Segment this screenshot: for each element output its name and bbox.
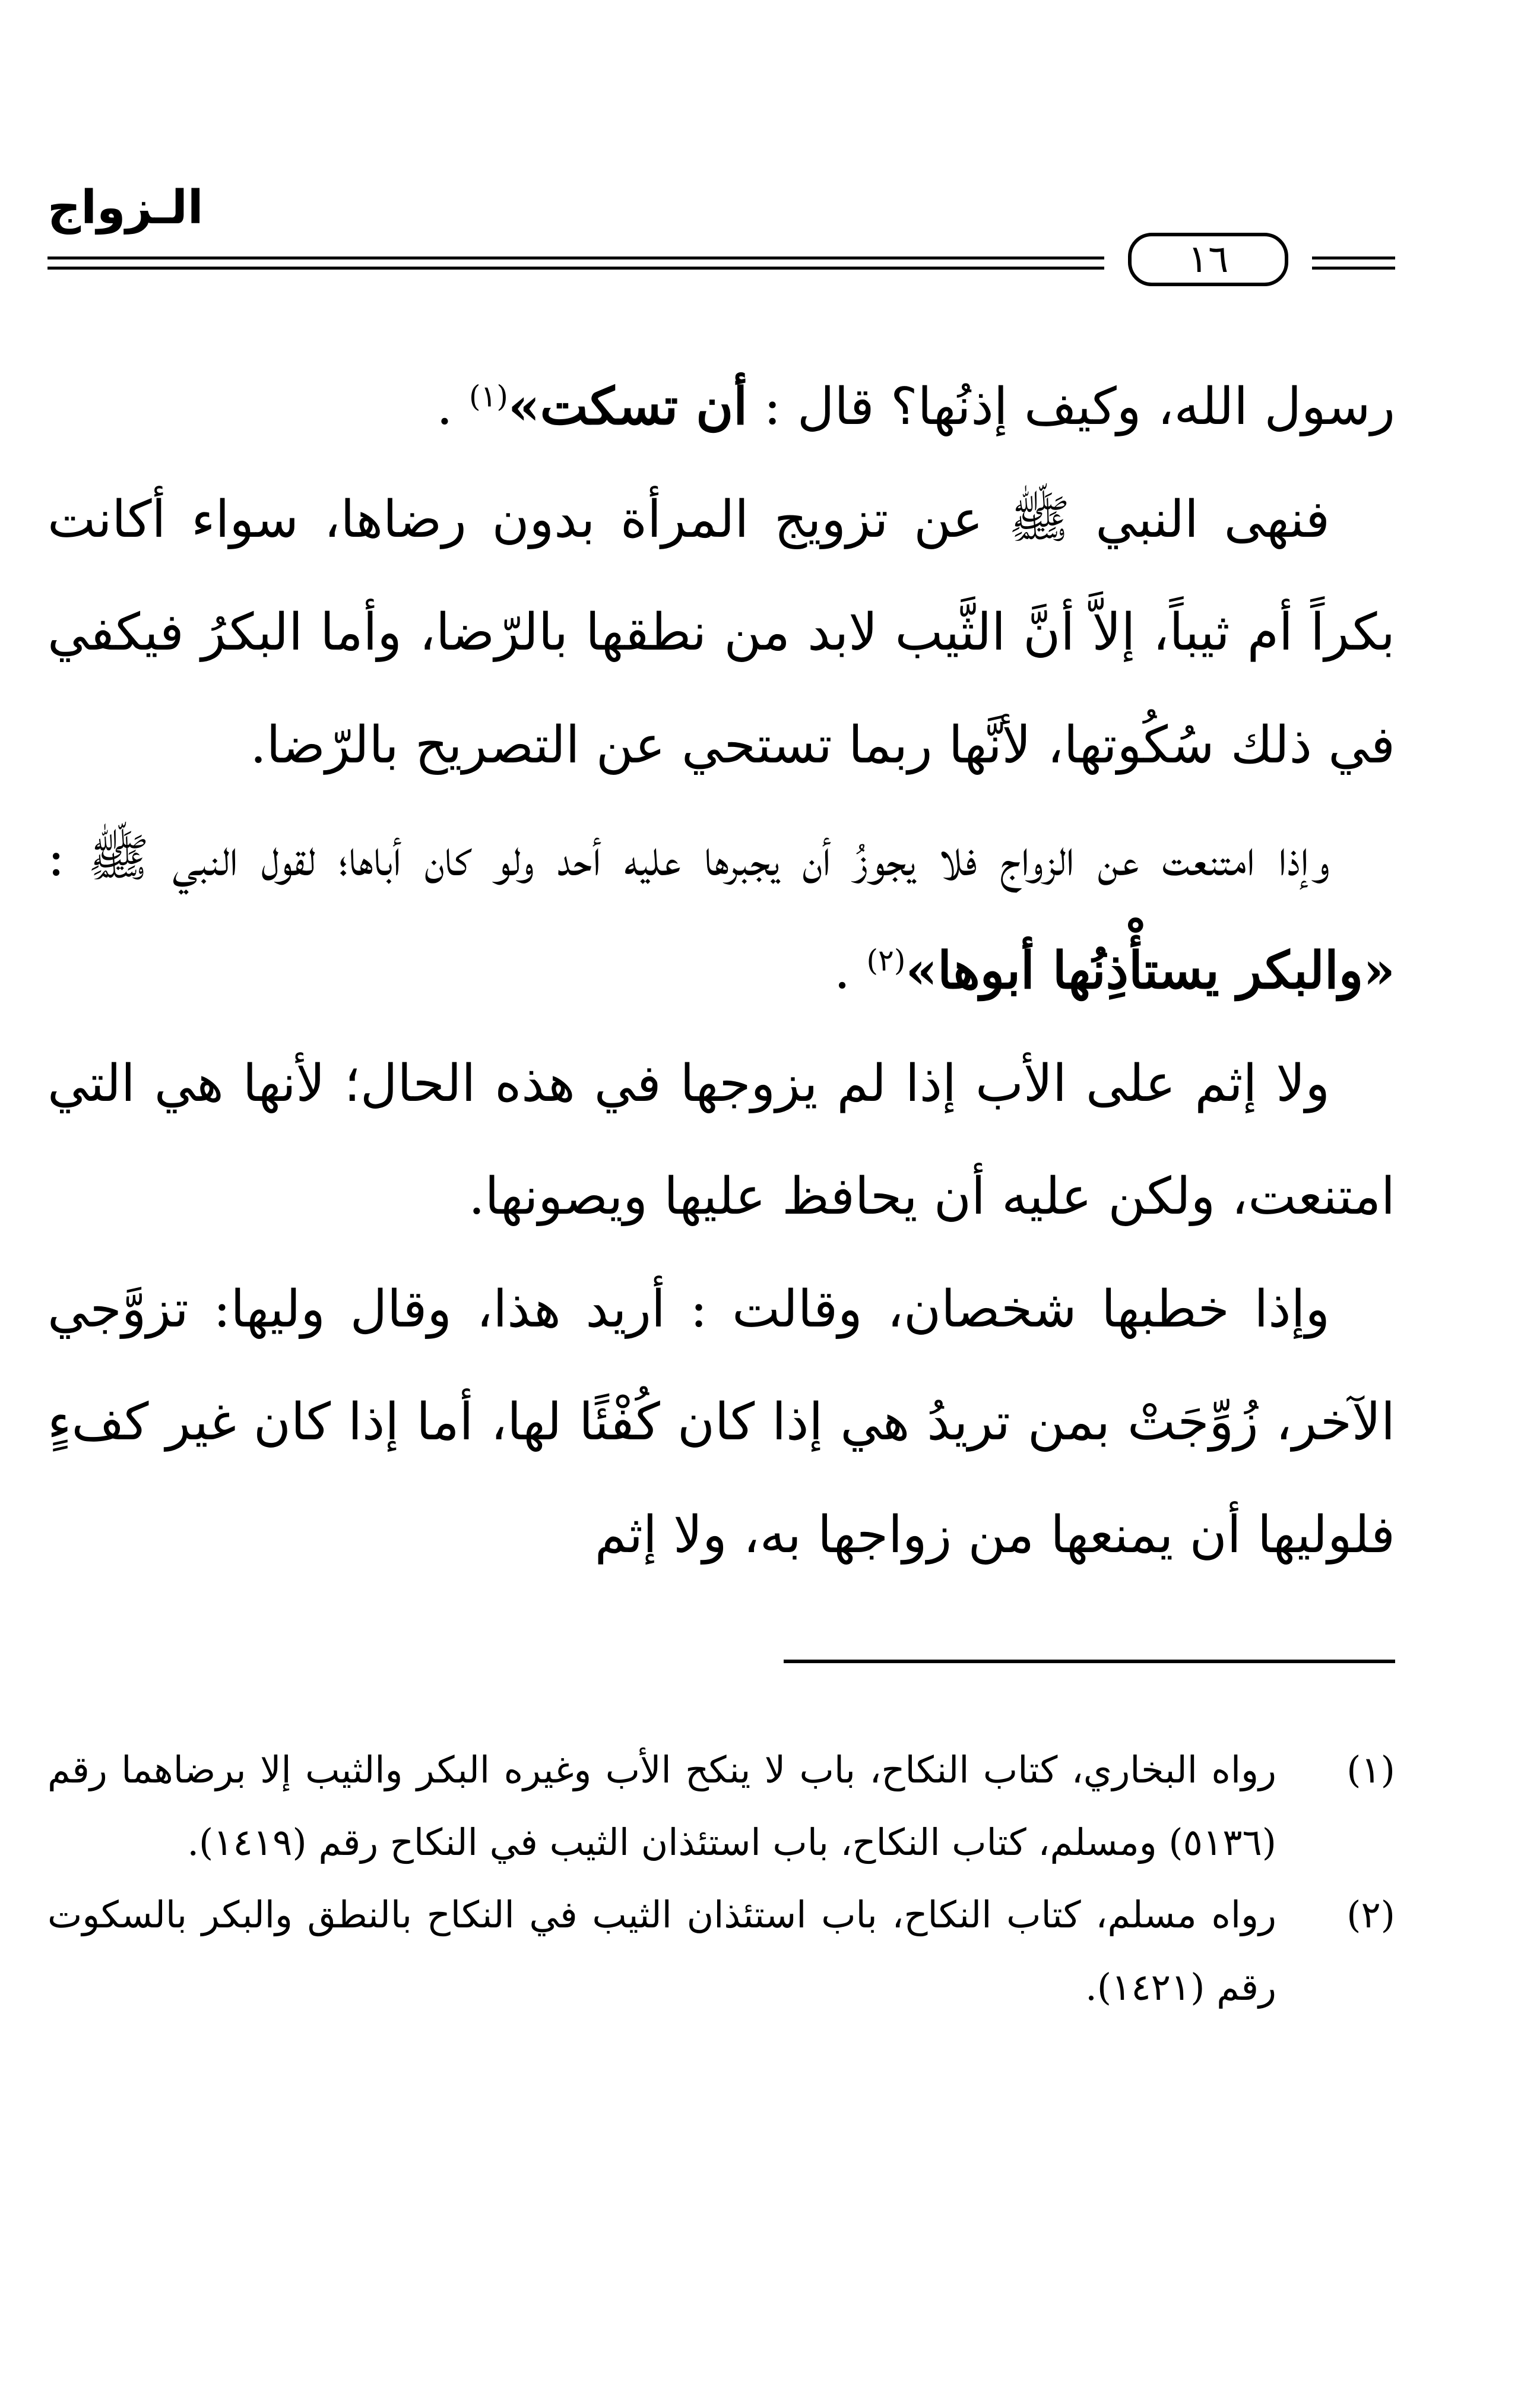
- footnote-ref-1: (١): [468, 379, 508, 414]
- footnote-text: رواه البخاري، كتاب النكاح، باب لا ينكح الأب وغيره البكر والثيب إلا برضاهما رقم (٥١٣٦) ومسلم، كتاب النكاح، باب استئذان الثيب في النكاح رقم (١٤١٩).: [47, 1748, 1276, 1864]
- footnote-1: [47, 1734, 1395, 1879]
- page-number: ١٦: [1128, 233, 1288, 286]
- page-header: [47, 178, 1395, 285]
- paragraph-4: ولا إثم على الأب إذا لم يزوجها في هذه الحال؛ لأنها هي التي امتنعت، ولكن عليه أن يحافظ عليها ويصونها.: [47, 1054, 1395, 1226]
- footnote-text: رواه مسلم، كتاب النكاح، باب استئذان الثيب في النكاح بالنطق والبكر بالسكوت رقم (١٤٢١).: [47, 1893, 1276, 2009]
- header-rule-left: [47, 257, 1104, 270]
- paragraph-3: [47, 802, 1395, 1027]
- header-rule-right: [1312, 257, 1395, 270]
- paragraph-3-text: وإذا امتنعت عن الزواج فلا يجوزُ أن يجبرها عليه أحد ولو كان أباها؛ لقول النبي ﷺ :: [47, 828, 1330, 888]
- footnote-number: (٢): [1346, 1893, 1395, 1936]
- paragraph-5: وإذا خطبها شخصان، وقالت : أريد هذا، وقال وليها: تزوَّجي الآخر، زُوِّجَتْ بمن تريدُ هي إذا كان كُفْئًا لها، أما إذا كان غير كفءٍ فلوليها أن يمنعها من زواجها به، ولا إثم: [47, 1280, 1395, 1565]
- paragraph-1: [47, 350, 1395, 463]
- footnotes: [47, 1734, 1395, 2024]
- footnote-number: (١): [1346, 1748, 1395, 1791]
- paragraph-1-text: رسول الله، وكيف إذنُها؟ قال :: [747, 377, 1395, 436]
- paragraph-3-end: .: [834, 941, 867, 1001]
- footnote-ref-2: (٢): [866, 943, 906, 978]
- footnote-2: [47, 1879, 1395, 2024]
- hadith-quote-2: «والبكر يستأْذِنُها أبوها»: [905, 941, 1395, 1001]
- chapter-title: الـزواج: [47, 181, 204, 235]
- paragraph-1-end: .: [436, 377, 469, 436]
- main-text: [47, 350, 1395, 1591]
- hadith-quote-1: أن تسكت»: [508, 376, 748, 436]
- footnote-separator: [784, 1660, 1395, 1663]
- paragraph-2: فنهى النبي ﷺ عن تزويج المرأة بدون رضاها، سواء أكانت بكراً أم ثيباً، إلاَّ أنَّ الثَّيب لابد من نطقها بالرّضا، وأما البكرُ فيكفي في ذلك سُكُوتها، لأنَّها ربما تستحي عن التصريح بالرّضا.: [47, 490, 1395, 775]
